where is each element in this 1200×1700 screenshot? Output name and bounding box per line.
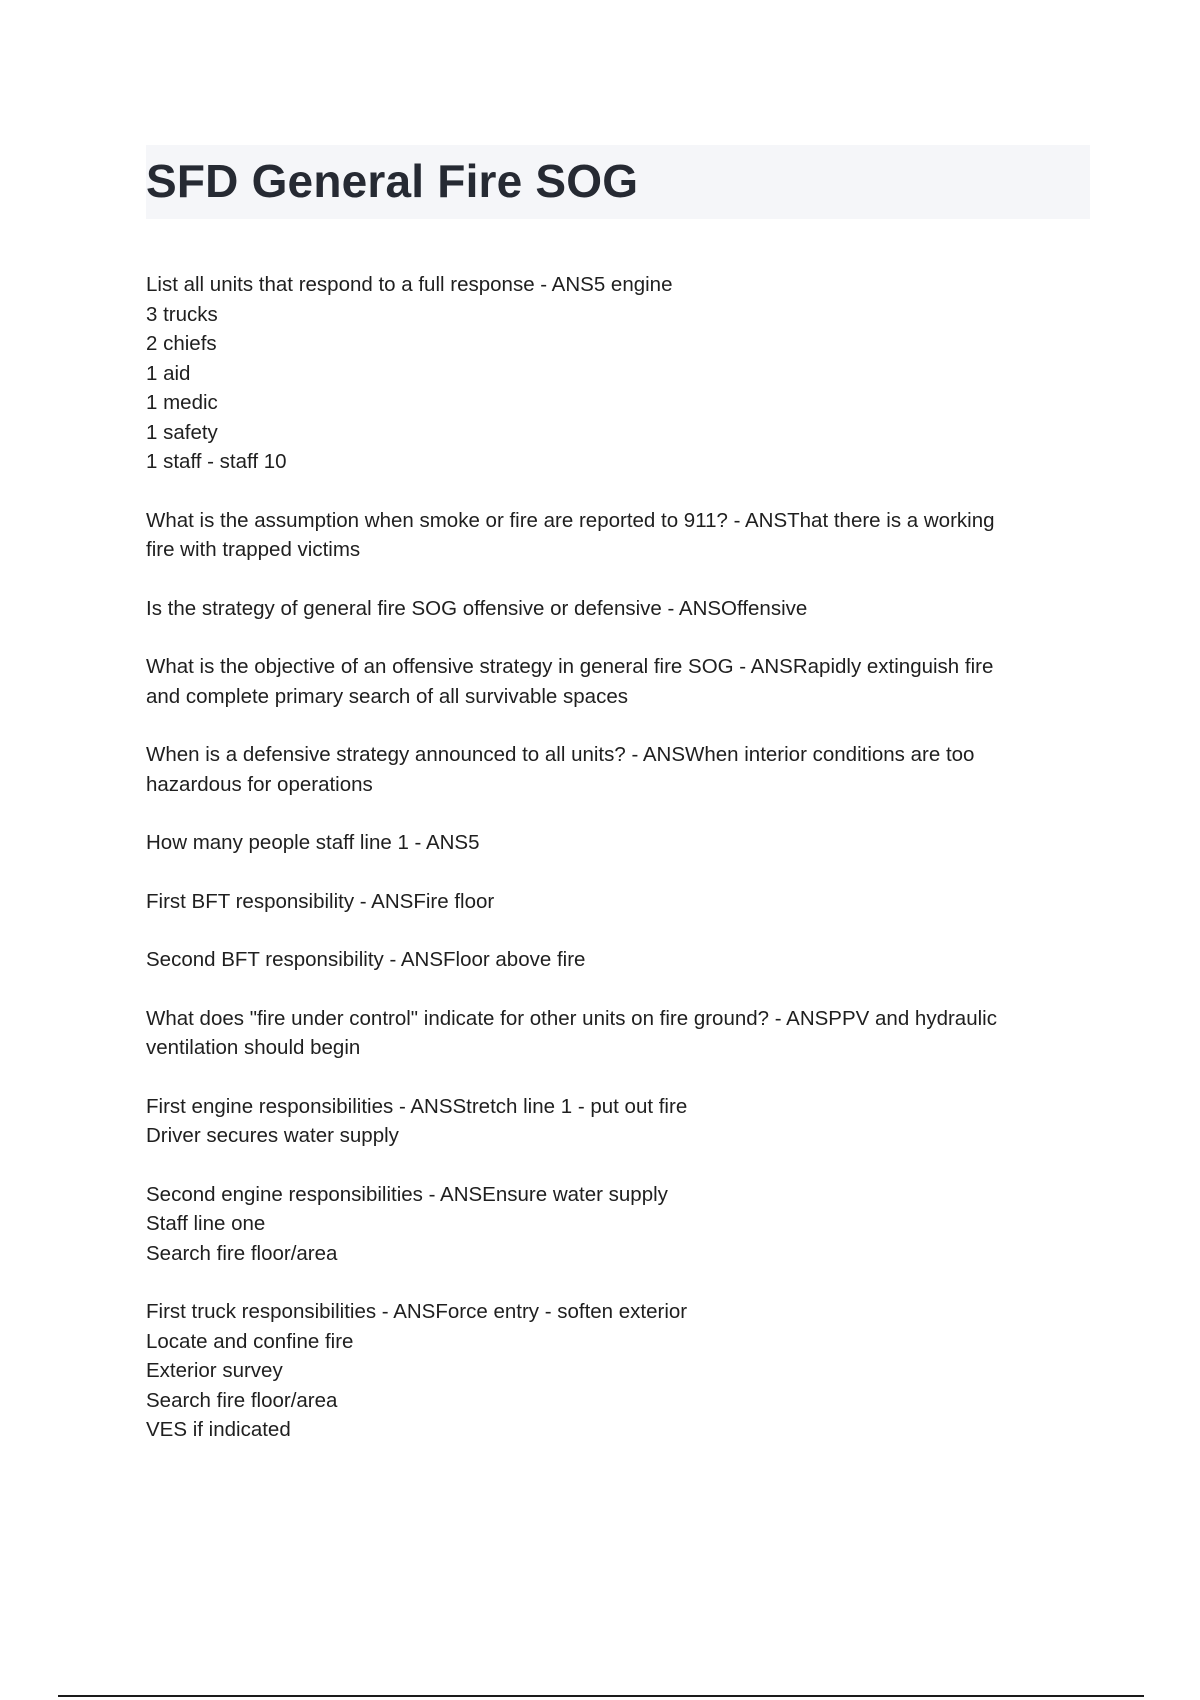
qa-line: Driver secures water supply [146,1124,399,1147]
footer-divider [58,1695,1144,1697]
qa-line: Second engine responsibilities - ANSEnsure water supply [146,1182,668,1206]
qa-line: VES if indicated [146,1418,291,1441]
qa-list [146,270,1090,1474]
qa-item [146,1297,1090,1445]
qa-line: hazardous for operations [146,772,373,796]
qa-line: ventilation should begin [146,1036,361,1059]
qa-line: fire with trapped victims [146,538,361,561]
qa-line: Locate and confine fire [146,1329,354,1353]
qa-line: First engine responsibilities - ANSStretch line 1 - put out fire [146,1094,688,1118]
qa-line: What is the objective of an offensive strategy in general fire SOG - ANSRapidly extinguish fire [146,655,994,678]
qa-line: 1 staff - staff 10 [146,450,287,473]
qa-item [146,945,1090,975]
qa-line: Second BFT responsibility - ANSFloor above fire [146,948,586,971]
qa-item [146,270,1090,477]
qa-line: What is the assumption when smoke or fire are reported to 911? - ANSThat there is a working [146,508,995,532]
qa-line: 3 trucks [146,302,218,326]
qa-line: First BFT responsibility - ANSFire floor [146,889,495,913]
qa-line: and complete primary search of all survivable spaces [146,684,628,708]
qa-line: How many people staff line 1 - ANS5 [146,831,480,854]
qa-line: 1 aid [146,361,191,385]
qa-line: When is a defensive strategy announced to all units? - ANSWhen interior conditions are too [146,743,975,766]
title-band [146,145,1090,219]
qa-line: List all units that respond to a full response - ANS5 engine [146,273,673,296]
qa-item [146,1092,1090,1151]
qa-line: 2 chiefs [146,332,217,355]
qa-item [146,1004,1090,1063]
qa-line: 1 medic [146,391,218,414]
qa-line: Exterior survey [146,1359,283,1382]
qa-item [146,1180,1090,1269]
qa-line: Is the strategy of general fire SOG offensive or defensive - ANSOffensive [146,596,808,620]
qa-item [146,740,1090,799]
qa-line: Staff line one [146,1212,266,1235]
qa-item [146,506,1090,565]
qa-line: Search fire floor/area [146,1388,338,1412]
qa-line: 1 safety [146,420,218,444]
page-title: SFD General Fire SOG [146,155,639,207]
qa-item [146,887,1090,917]
qa-line: First truck responsibilities - ANSForce entry - soften exterior [146,1300,688,1323]
qa-line: Search fire floor/area [146,1241,338,1265]
qa-item [146,828,1090,858]
qa-line: What does "fire under control" indicate for other units on fire ground? - ANSPPV and hydraulic [146,1006,997,1030]
qa-item [146,594,1090,624]
qa-item [146,652,1090,711]
